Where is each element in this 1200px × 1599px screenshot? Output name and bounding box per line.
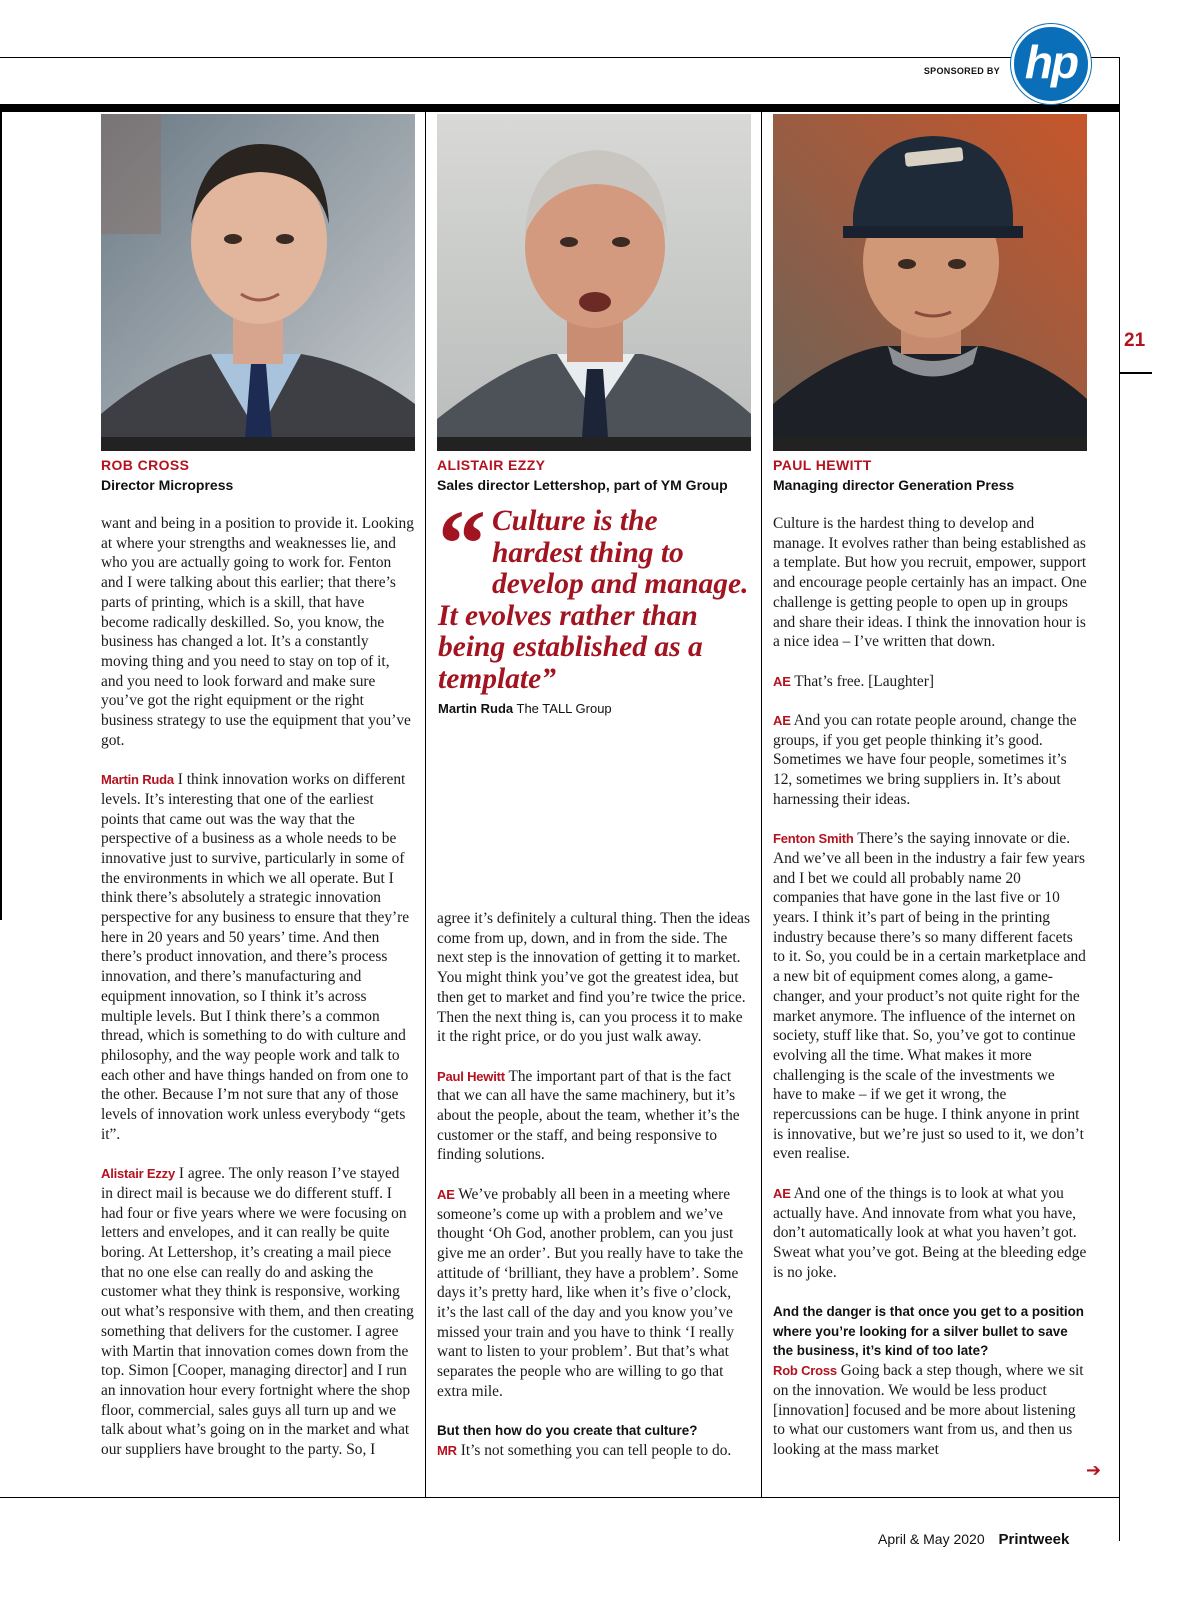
speaker-label: Fenton Smith — [773, 831, 854, 847]
paragraph — [437, 1185, 751, 1402]
pull-quote-author: Martin Ruda — [438, 701, 514, 716]
paragraph — [773, 829, 1087, 1164]
speaker-label: Paul Hewitt — [437, 1068, 505, 1084]
speaker-label: Rob Cross — [773, 1363, 837, 1379]
article-column-1 — [101, 514, 415, 1479]
pull-quote-org: The TALL Group — [516, 701, 612, 716]
speaker-label: AE — [773, 673, 791, 689]
speaker-label: Alistair Ezzy — [101, 1166, 175, 1182]
profile-role-1: Director Micropress — [101, 477, 234, 493]
interview-question — [773, 1302, 1087, 1361]
paragraph — [437, 1067, 751, 1166]
interview-question — [437, 1421, 751, 1441]
paragraph-text: There’s the saying innovate or die. And we’ve all been in the industry a fair few years and I bet we could all probably name 20 companies that have gone in the last five or 10 years. I think it’s part of being in the printing industry because there’s so many different facets to it. So, you could be in a certain marketplace and a new bit of equipment comes along, a game-changer, and your product’s not quite right for the market anymore. The influence of the internet on society, stuff like that. So, you’ve got to continue evolving all the time. What makes it more challenging is the scale of the investments we have to make – if we get it wrong, the repercussions can be huge. I think anyone in print is innovative, but we’re just so used to it, we don’t even realise. — [773, 830, 1086, 1163]
paragraph — [773, 672, 1087, 692]
photo-alistair-ezzy-base — [437, 437, 751, 451]
left-edge-rule — [0, 112, 2, 920]
paragraph — [773, 1361, 1087, 1460]
question-text: But then how do you create that culture? — [437, 1423, 698, 1439]
paragraph-text: Going back a step though, where we sit on the innovation. We would be less product [innovation] focused and be more about listening to what our customers want from us, and then us looking at the mass market — [773, 1362, 1084, 1458]
article-column-3 — [773, 514, 1087, 1479]
photo-rob-cross-base — [101, 437, 415, 451]
paragraph-text: We’ve probably all been in a meeting where someone’s come up with a problem and we’ve thought ‘Oh God, another problem, can you just give me an order’. But you really have to take the attitude of ‘brilliant, they have a problem’. Some days it’s pretty hard, like when it’s five o’clock, it’s the last call of the day and you know you’ve missed your train and you have to think ‘I really want to listen to your problem’. But that’s what separates the people who are willing to go that extra mile. — [437, 1185, 744, 1400]
photo-rob-cross — [101, 114, 415, 451]
paragraph — [437, 909, 751, 1047]
speaker-label: AE — [437, 1186, 455, 1202]
paragraph-text: And you can rotate people around, change the groups, if you get people thinking it’s good. Sometimes we have four people, sometimes it’s 12, sometimes we bring suppliers in. It’s about harnessing their ideas. — [773, 712, 1077, 808]
paragraph — [437, 1441, 751, 1461]
paragraph-text: I agree. The only reason I’ve stayed in direct mail is because we do different stuff. I had four or five years where we were focusing on letters and envelopes, and it can really be quite boring. At Lettershop, it’s creating a mail piece that no one else can really do and asking the customer what they think is responsive, working out what’s responsive with them, and then creating something that delivers for the customer. I agree with Martin that innovation comes down from the top. Simon [Cooper, managing director] and I run an innovation hour every fortnight where the shop floor, commercial, sales guys all turn up and we talk about what’s going on in the market and what our suppliers have brought to the party. So, I — [101, 1165, 414, 1459]
profile-name-2: ALISTAIR EZZY — [437, 457, 546, 473]
paragraph-text: want and being in a position to provide it. Looking at where your strengths and weaknesses lie, and who you are actually going to work for. Fenton and I were talking about this earlier; that there’s parts of printing, which is a skill, that have become radically deskilled. So, you know, the business has changed a lot. It’s a constantly moving thing and you need to stay on top of it, and you need to look forward and make sure you’ve got the right equipment or the right business strategy to use the equipment that you’ve got. — [101, 515, 414, 749]
paragraph-text: And one of the things is to look at what you actually have. And innovate from what you have, don’t automatically look at what you haven’t got. Sweat what you’ve got. Being at the bleeding edge is no joke. — [773, 1184, 1087, 1281]
speaker-label: AE — [773, 713, 791, 728]
pull-quote — [438, 490, 754, 695]
paragraph — [101, 1164, 415, 1460]
page-number-rule — [1120, 372, 1152, 374]
column-divider-2 — [761, 112, 762, 1497]
paragraph — [773, 711, 1087, 810]
pull-quote-attribution — [438, 701, 612, 716]
hp-logo: hp — [1011, 24, 1091, 104]
bottom-rule — [0, 1497, 1120, 1498]
paragraph-text: agree it’s definitely a cultural thing. Then the ideas come from up, down, and in from the side. The next step is the innovation of getting it to market. You might think you’ve got the greatest idea, but then get to market and find you’re twice the price. Then the next thing is, can you process it to make it the right price, or do you just walk away. — [437, 910, 750, 1046]
paragraph — [773, 514, 1087, 652]
speaker-label: Martin Ruda — [101, 772, 174, 788]
header-thick-rule — [0, 104, 1120, 112]
speaker-label: AE — [773, 1185, 791, 1201]
paragraph-text: That’s free. [Laughter] — [794, 672, 934, 690]
paragraph-text: Culture is the hardest thing to develop and manage. It evolves rather than being established as a template. But how you recruit, empower, support and encourage people certainly has an impact. One challenge is getting people to open up in groups and share their ideas. I think the innovation hour is a nice idea – I’ve written that down. — [773, 515, 1087, 651]
sponsored-label: SPONSORED BY — [923, 66, 1000, 76]
profile-role-3: Managing director Generation Press — [773, 477, 1015, 493]
pull-quote-text: Culture is the hardest thing to develop and manage. It evolves rather than being established as a template” — [438, 505, 749, 695]
paragraph-text: The important part of that is the fact that we can all have the same machinery, but it’s about the people, about the team, whether it’s the customer or the staff, and being responsive to finding solutions. — [437, 1067, 740, 1164]
paragraph-text: I think innovation works on different levels. It’s interesting that one of the earliest points that came out was the way that the perspective of a business as a whole needs to be innovative just to survive, particularly in some of the environments in which we all operate. But I think there’s absolutely a strategic innovation perspective for any business to ensure that they’re here in 20 years and 50 years’ time. And then there’s product innovation, and there’s process innovation, and there’s manufacturing and equipment innovation, so I think it’s across multiple levels. But I think there’s a common thread, which is something to do with culture and philosophy, and the way people work and talk to each other and have things handed on from one to the other. Because I’m not sure that any of those levels of innovation work unless everybody “gets it”. — [101, 771, 410, 1143]
photo-paul-hewitt — [773, 114, 1087, 451]
paragraph — [101, 514, 415, 750]
continue-arrow-icon: ➔ — [1086, 1460, 1102, 1481]
profile-name-3: PAUL HEWITT — [773, 457, 872, 473]
photo-alistair-ezzy — [437, 114, 751, 451]
article-column-2 — [437, 909, 751, 1480]
profile-role-2: Sales director Lettershop, part of YM Group — [437, 477, 728, 493]
speaker-label: MR — [437, 1442, 457, 1458]
photo-paul-hewitt-base — [773, 437, 1087, 451]
profile-name-1: ROB CROSS — [101, 457, 190, 473]
footer — [878, 1531, 1069, 1548]
paragraph-text: It’s not something you can tell people to do. — [460, 1441, 732, 1459]
question-text: And the danger is that once you get to a position where you’re looking for a silver bullet to save the business, it’s kind of too late? — [773, 1304, 1084, 1359]
paragraph — [101, 770, 415, 1144]
paragraph — [773, 1184, 1087, 1283]
issue-date: April & May 2020 — [878, 1531, 985, 1547]
top-rule — [0, 57, 1120, 58]
publication-brand: Printweek — [998, 1531, 1070, 1548]
right-margin-rule — [1119, 57, 1120, 1541]
page-number: 21 — [1124, 330, 1146, 351]
column-divider-1 — [425, 112, 426, 1497]
quote-mark: “ — [438, 490, 486, 597]
